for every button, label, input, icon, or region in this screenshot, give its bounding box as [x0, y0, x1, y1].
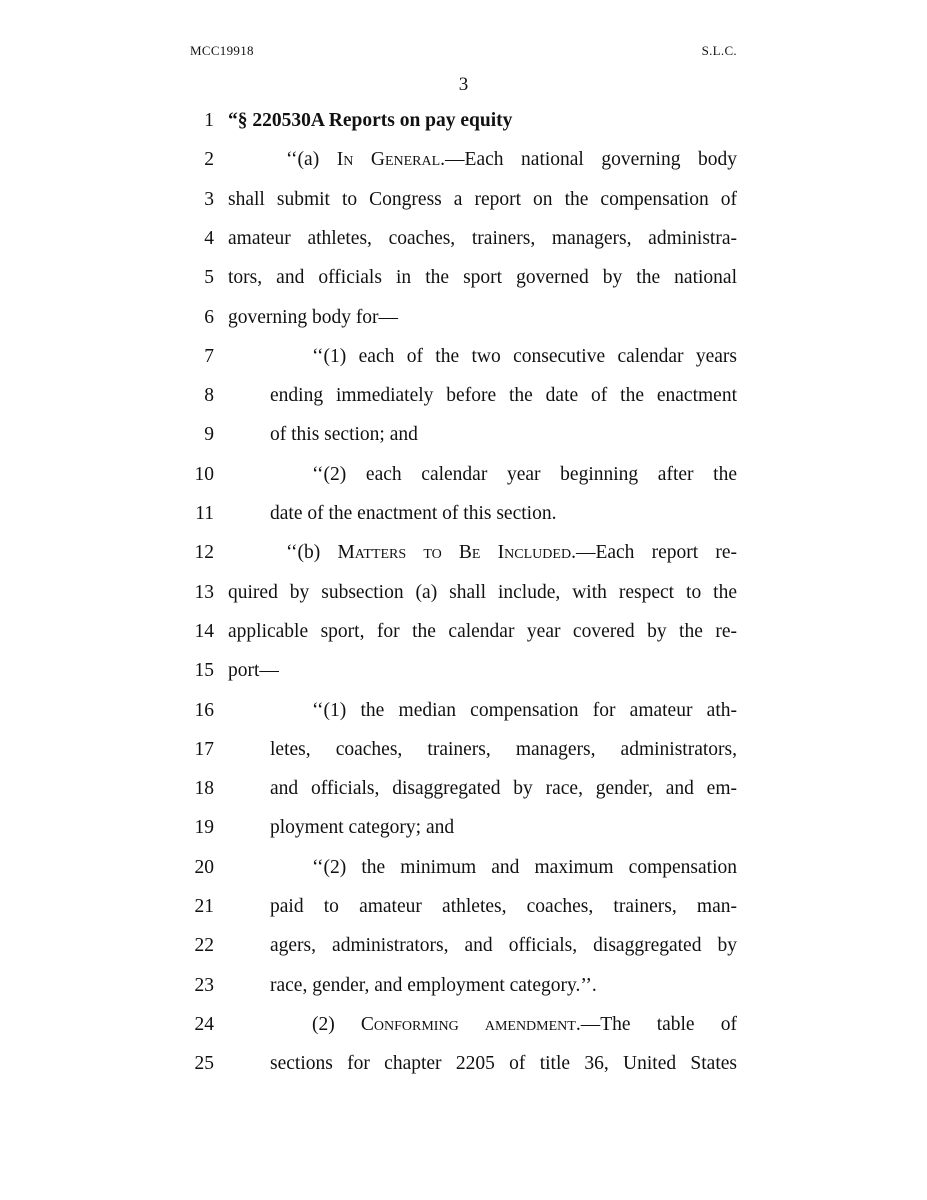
line-text [228, 263, 737, 293]
line-text [286, 145, 737, 175]
line-segment: shall submit to Congress a report on the compensation of [228, 188, 737, 210]
line-number: 23 [194, 974, 214, 996]
line-number: 10 [194, 463, 214, 485]
line-segment: quired by subsection (a) shall include, with respect to the [228, 581, 737, 603]
document-line [0, 853, 927, 883]
document-line [0, 303, 927, 333]
line-text [228, 656, 279, 686]
document-line [0, 185, 927, 215]
line-number: 19 [194, 817, 214, 839]
document-line [0, 381, 927, 411]
document-line [0, 420, 927, 450]
document-line [0, 342, 927, 372]
line-number: 5 [204, 267, 214, 289]
line-segment: ‘‘(1) each of the two consecutive calendar years [312, 345, 737, 367]
line-text [270, 774, 737, 804]
line-text [270, 1049, 737, 1079]
office-code: S.L.C. [701, 43, 737, 58]
document-line [0, 1049, 927, 1079]
line-text [312, 460, 737, 490]
line-text [228, 578, 737, 608]
line-segment: .—Each national governing body [440, 149, 737, 171]
document-line [0, 971, 927, 1001]
document-line [0, 263, 927, 293]
line-number: 24 [194, 1013, 214, 1035]
line-text [228, 303, 398, 333]
line-text [228, 224, 737, 254]
line-text [312, 1010, 737, 1040]
line-text [270, 892, 737, 922]
document-line [0, 813, 927, 843]
line-number: 4 [204, 227, 214, 249]
subsection-heading: In General [336, 149, 441, 171]
subsection-heading: Matters to Be Included [337, 542, 572, 564]
line-text [286, 538, 737, 568]
line-text [270, 735, 737, 765]
line-segment: ‘‘(1) the median compensation for amateur ath- [312, 699, 737, 721]
line-segment: sections for chapter 2205 of title 36, United States [270, 1053, 737, 1075]
subsection-heading: Conforming amendment [360, 1013, 576, 1035]
section-heading: “§ 220530A Reports on pay equity [228, 110, 513, 131]
document-line [0, 460, 927, 490]
line-segment: amateur athletes, coaches, trainers, managers, administra- [228, 227, 737, 249]
line-text [270, 420, 418, 450]
document-line [0, 106, 927, 136]
line-text [270, 813, 454, 843]
line-text [312, 342, 737, 372]
line-segment: (2) [312, 1013, 361, 1035]
document-line [0, 1010, 927, 1040]
line-number: 6 [204, 306, 214, 328]
line-text [312, 696, 737, 726]
document-line [0, 224, 927, 254]
document-line [0, 499, 927, 529]
line-segment: .—Each report re- [571, 542, 737, 564]
line-number: 16 [194, 699, 214, 721]
document-line [0, 578, 927, 608]
page-number: 3 [458, 74, 469, 95]
line-segment: date of the enactment of this section. [270, 503, 557, 524]
document-line [0, 145, 927, 175]
line-text [228, 106, 512, 136]
line-text [228, 185, 737, 215]
document-line [0, 617, 927, 647]
line-number: 22 [194, 935, 214, 957]
line-number: 2 [204, 149, 214, 171]
line-number: 20 [194, 856, 214, 878]
line-number: 25 [194, 1053, 214, 1075]
line-number: 15 [194, 660, 214, 682]
document-line [0, 774, 927, 804]
line-number: 1 [204, 110, 214, 131]
line-segment: agers, administrators, and officials, disaggregated by [270, 935, 737, 957]
line-segment: .—The table of [575, 1013, 737, 1035]
line-segment: ‘‘(2) the minimum and maximum compensation [312, 856, 737, 878]
line-segment: of this section; and [270, 424, 418, 446]
line-text [270, 381, 737, 411]
document-id: MCC19918 [190, 43, 254, 58]
document-line [0, 538, 927, 568]
line-segment: ployment category; and [270, 817, 455, 839]
line-number: 8 [204, 385, 214, 407]
line-number: 18 [194, 778, 214, 800]
line-segment: race, gender, and employment category.’’. [270, 974, 597, 996]
line-segment: letes, coaches, trainers, managers, administrators, [270, 738, 737, 760]
line-number: 21 [194, 896, 214, 917]
line-number: 11 [195, 503, 214, 524]
line-segment: ‘‘(a) [286, 149, 337, 171]
line-text [270, 499, 556, 529]
line-segment: tors, and officials in the sport governed by the national [228, 267, 737, 289]
document-line [0, 931, 927, 961]
line-segment: applicable sport, for the calendar year covered by the re- [228, 620, 737, 642]
line-number: 13 [194, 581, 214, 603]
line-text [228, 617, 737, 647]
line-segment: governing body for— [228, 306, 399, 328]
line-segment: paid to amateur athletes, coaches, trainers, man- [270, 896, 737, 917]
line-text [312, 853, 737, 883]
line-segment: and officials, disaggregated by race, gender, and em- [270, 778, 737, 800]
line-text [270, 931, 737, 961]
line-number: 14 [194, 620, 214, 642]
line-number: 17 [194, 738, 214, 760]
line-segment: ‘‘(b) [286, 542, 338, 564]
line-number: 9 [204, 424, 214, 446]
line-segment: port— [228, 660, 279, 682]
line-text [270, 971, 597, 1001]
document-line [0, 656, 927, 686]
line-segment: ending immediately before the date of the enactment [270, 385, 737, 407]
document-line [0, 696, 927, 726]
line-segment: ‘‘(2) each calendar year beginning after the [312, 463, 737, 485]
line-number: 12 [194, 542, 214, 564]
document-line [0, 735, 927, 765]
line-number: 7 [204, 345, 214, 367]
line-number: 3 [204, 188, 214, 210]
document-line [0, 892, 927, 922]
